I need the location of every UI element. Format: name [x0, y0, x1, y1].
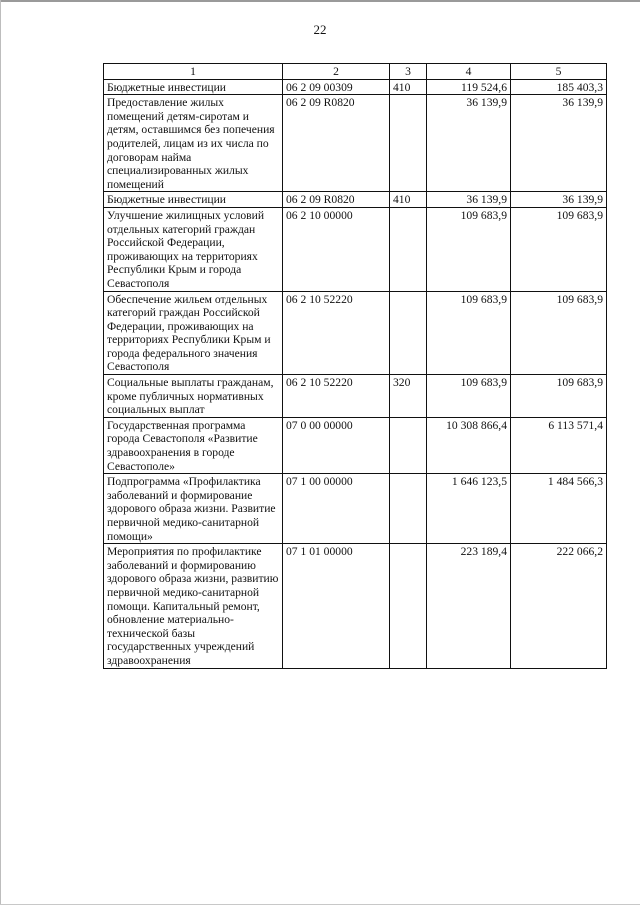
row-name: Бюджетные инвестиции: [104, 79, 283, 95]
scan-edge-left: [0, 0, 1, 905]
scan-edge-top: [0, 0, 640, 2]
row-sum-2: 109 683,9: [511, 375, 607, 418]
row-sum-1: 119 524,6: [427, 79, 511, 95]
table-row: [104, 474, 607, 544]
column-header-4: 4: [427, 64, 511, 80]
row-sum-1: 109 683,9: [427, 291, 511, 375]
budget-table: [103, 63, 607, 669]
row-sum-1: 36 139,9: [427, 95, 511, 192]
row-sum-2: 109 683,9: [511, 207, 607, 291]
row-name: Предоставление жилых помещений детям-сиротам и детям, оставшимся без попечения родителей, лицам из их числа по договорам найма специализированных жилых помещений: [104, 95, 283, 192]
row-group: 410: [390, 79, 427, 95]
row-name: Государственная программа города Севастополя «Развитие здравоохранения в городе Севастополе»: [104, 417, 283, 473]
row-group: [390, 544, 427, 668]
row-name: Бюджетные инвестиции: [104, 192, 283, 208]
row-sum-2: 222 066,2: [511, 544, 607, 668]
table-row: [104, 375, 607, 418]
row-sum-1: 1 646 123,5: [427, 474, 511, 544]
row-sum-1: 10 308 866,4: [427, 417, 511, 473]
row-code: 07 1 01 00000: [283, 544, 390, 668]
table-row: [104, 544, 607, 668]
table-row: [104, 95, 607, 192]
row-name: Мероприятия по профилактике заболеваний и формированию здорового образа жизни, развитию первичной медико-санитарной помощи. Капитальный ремонт, обновление материально-технической базы государственных учреждений здравоохранения: [104, 544, 283, 668]
column-header-5: 5: [511, 64, 607, 80]
row-group: [390, 95, 427, 192]
page-number: 22: [313, 22, 327, 37]
row-name: Подпрограмма «Профилактика заболеваний и формирование здорового образа жизни. Развитие первичной медико-санитарной помощи»: [104, 474, 283, 544]
row-group: [390, 474, 427, 544]
row-code: 07 0 00 00000: [283, 417, 390, 473]
row-sum-2: 6 113 571,4: [511, 417, 607, 473]
row-sum-2: 185 403,3: [511, 79, 607, 95]
row-code: 06 2 09 R0820: [283, 95, 390, 192]
row-name: Социальные выплаты гражданам, кроме публичных нормативных социальных выплат: [104, 375, 283, 418]
row-code: 07 1 00 00000: [283, 474, 390, 544]
table-row: [104, 291, 607, 375]
row-sum-1: 109 683,9: [427, 207, 511, 291]
row-sum-2: 36 139,9: [511, 95, 607, 192]
table-row: [104, 192, 607, 208]
row-sum-1: 223 189,4: [427, 544, 511, 668]
row-name: Обеспечение жильем отдельных категорий граждан Российской Федерации, проживающих на территориях Республики Крым и города федерального значения Севастополя: [104, 291, 283, 375]
row-sum-2: 1 484 566,3: [511, 474, 607, 544]
row-group: [390, 417, 427, 473]
column-header-3: 3: [390, 64, 427, 80]
row-sum-2: 109 683,9: [511, 291, 607, 375]
row-sum-2: 36 139,9: [511, 192, 607, 208]
row-group: 410: [390, 192, 427, 208]
row-group: [390, 291, 427, 375]
row-group: [390, 207, 427, 291]
row-code: 06 2 10 52220: [283, 375, 390, 418]
row-sum-1: 36 139,9: [427, 192, 511, 208]
table-row: [104, 417, 607, 473]
row-code: 06 2 10 52220: [283, 291, 390, 375]
table-row: [104, 207, 607, 291]
row-sum-1: 109 683,9: [427, 375, 511, 418]
column-header-2: 2: [283, 64, 390, 80]
table-row: [104, 79, 607, 95]
column-header-1: 1: [104, 64, 283, 80]
row-group: 320: [390, 375, 427, 418]
row-name: Улучшение жилищных условий отдельных категорий граждан Российской Федерации, проживающих на территориях Республики Крым и города Севастополя: [104, 207, 283, 291]
row-code: 06 2 10 00000: [283, 207, 390, 291]
row-code: 06 2 09 00309: [283, 79, 390, 95]
row-code: 06 2 09 R0820: [283, 192, 390, 208]
table-header-row: [104, 64, 607, 80]
